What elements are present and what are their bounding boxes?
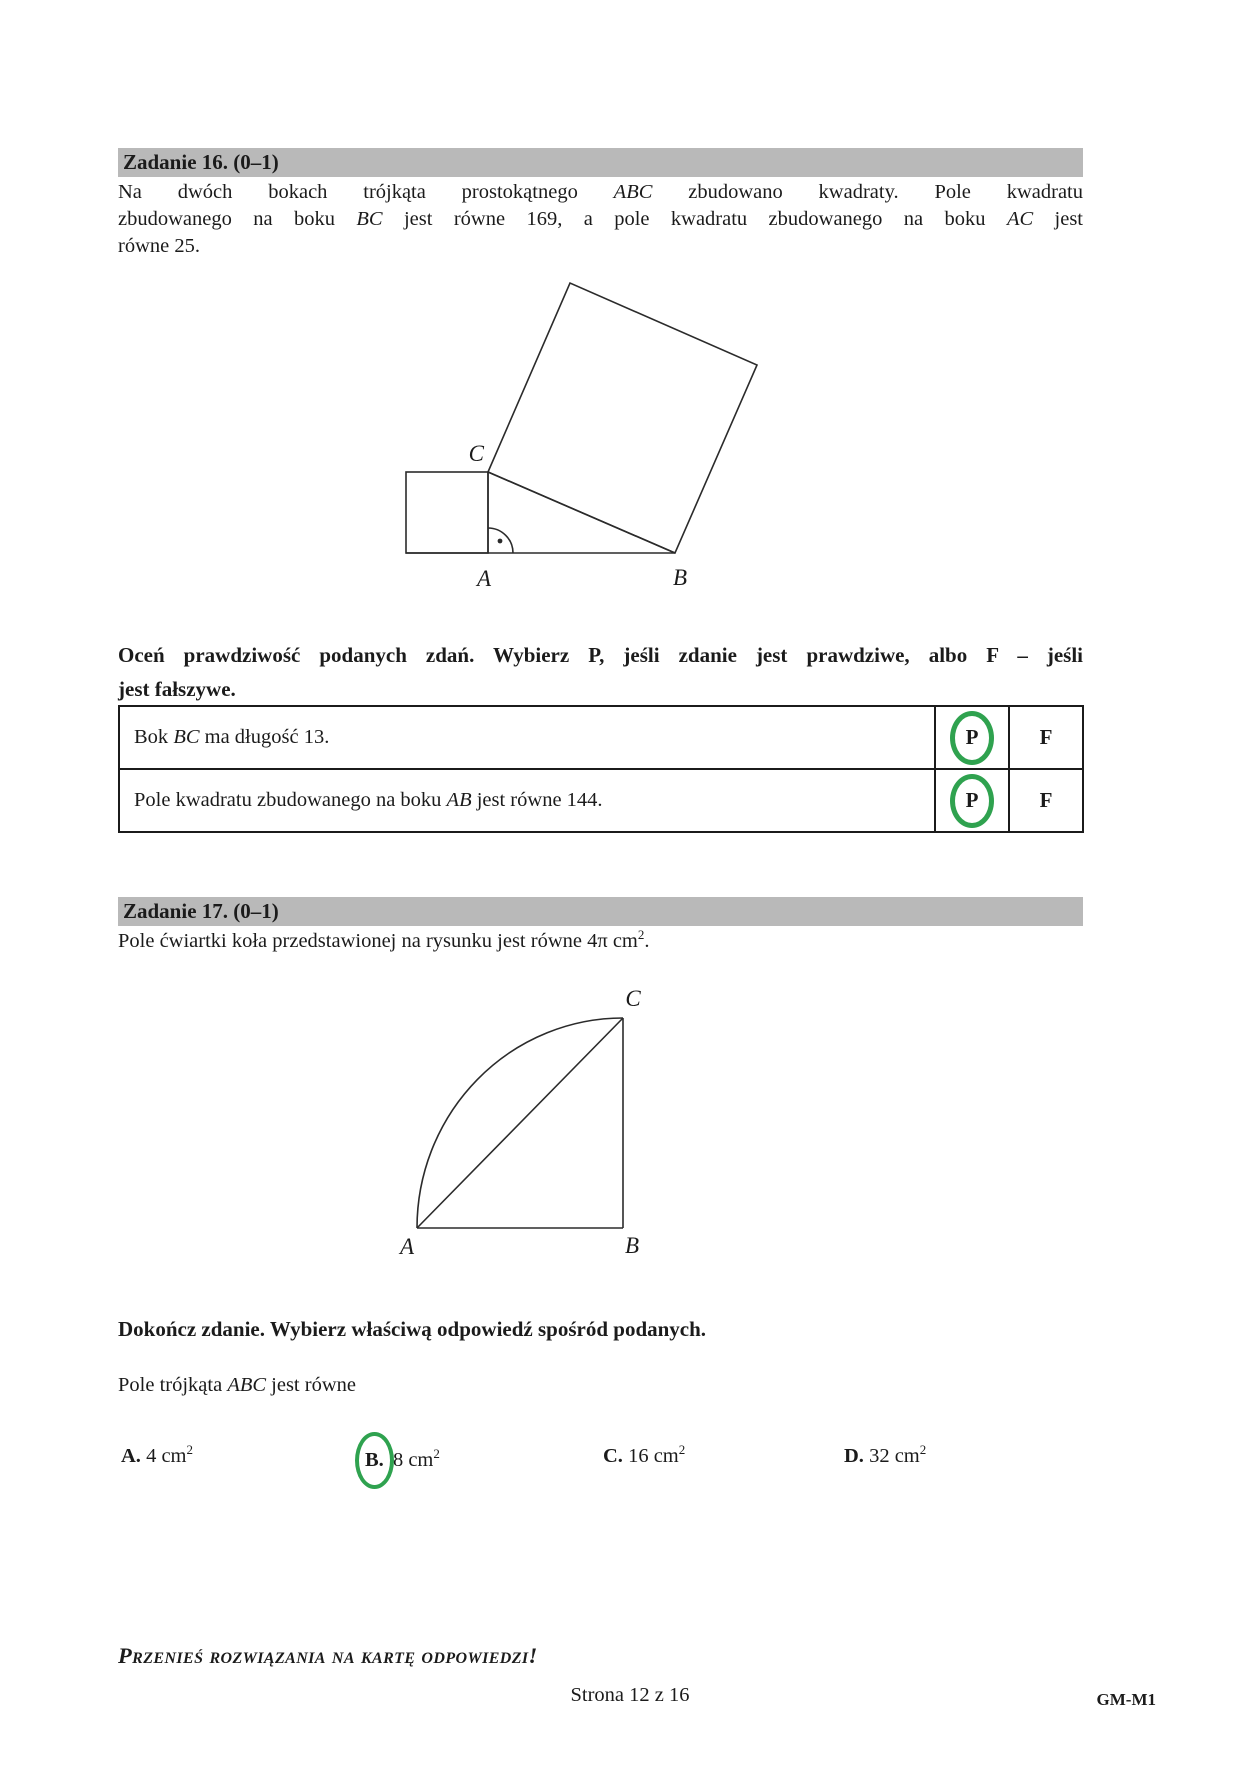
vertex-label-a: A [476, 566, 492, 591]
statement-cell [119, 769, 935, 832]
text-run: . [644, 930, 650, 952]
text-run: zbudowano kwadraty. Pole kwadratu [652, 181, 1084, 203]
table-row [119, 706, 1083, 769]
task16-instruction-line1 [118, 638, 1083, 672]
text-run: Dokończ zdanie. Wybierz właściwą odpowiedź spośród podanych. [118, 1317, 707, 1341]
diagonal-ac [417, 1018, 623, 1228]
table-row [119, 769, 1083, 832]
task16-intro-line1 [118, 179, 1083, 206]
choice-f-cell [1009, 706, 1083, 769]
text-run: zbudowanego na boku [118, 208, 357, 230]
square-on-bc [488, 283, 757, 553]
option-value: 32 cm [863, 1445, 920, 1467]
vertex-label-c: C [625, 986, 641, 1011]
math-var: BC [356, 208, 383, 230]
option-d [844, 1442, 927, 1468]
text-run: jest [1033, 208, 1083, 230]
option-value: 8 cm [387, 1449, 434, 1471]
option-value: 16 cm [622, 1445, 679, 1467]
text-run: Pole trójkąta [118, 1374, 228, 1396]
task16-figure-pythagoras [330, 250, 790, 595]
square-on-ac [406, 472, 488, 553]
superscript: 2 [186, 1442, 193, 1458]
task17-stem [118, 1372, 1083, 1399]
task17-intro [118, 928, 1083, 955]
answer-options [0, 1442, 1260, 1505]
superscript: 2 [678, 1442, 686, 1458]
task16-instruction [118, 638, 1083, 706]
task17-instruction [118, 1312, 1083, 1346]
booklet-code: GM-M1 [1096, 1690, 1156, 1709]
true-false-table [118, 705, 1084, 833]
text-run: jest równe [266, 1374, 356, 1396]
task16-intro [118, 179, 1083, 260]
choice-p-cell [935, 769, 1009, 832]
text-run: jest równe 144. [471, 789, 603, 811]
text-run: Bok [134, 726, 174, 748]
choice-f-mark: F [1039, 725, 1053, 749]
statement-cell [119, 706, 935, 769]
option-b [361, 1445, 440, 1476]
math-var: AB [446, 789, 472, 811]
vertex-label-a: A [399, 1234, 415, 1259]
choice-p-mark: P [950, 711, 994, 765]
task17-figure-quarter-circle [350, 985, 680, 1275]
task16-title: Zadanie 16. (0–1) [123, 150, 279, 174]
math-var: AC [1006, 208, 1034, 230]
vertex-label-b: B [624, 1233, 640, 1258]
math-var: ABC [613, 181, 653, 203]
task17-title: Zadanie 17. (0–1) [123, 899, 279, 923]
text-run: jest równe 169, a pole kwadratu zbudowanego na boku [382, 208, 1007, 230]
page-number: Strona 12 z 16 [570, 1684, 690, 1706]
task17-header-bar [118, 897, 1083, 926]
right-angle-dot [498, 539, 503, 544]
superscript: 2 [433, 1446, 440, 1462]
math-var: BC [173, 726, 200, 748]
text-run: Pole ćwiartki koła przedstawionej na rysunku jest równe 4π cm [118, 930, 638, 952]
option-a [121, 1442, 193, 1468]
option-letter: B. [355, 1432, 394, 1489]
vertex-label-c: C [468, 441, 484, 466]
choice-f-mark: F [1039, 788, 1053, 812]
task16-intro-line2 [118, 206, 1083, 233]
option-value: 4 cm [140, 1445, 187, 1467]
superscript: 2 [637, 927, 645, 943]
option-letter: A. [121, 1445, 141, 1467]
task16-instruction-line2 [118, 672, 1083, 706]
choice-f-cell [1009, 769, 1083, 832]
option-letter: C. [603, 1445, 623, 1467]
option-c [603, 1442, 686, 1468]
option-letter: D. [844, 1445, 864, 1467]
side-bc [488, 472, 675, 553]
text-run: ma długość 13. [199, 726, 330, 748]
task16-header-bar [118, 148, 1083, 177]
transfer-note: Przenieś rozwiązania na kartę odpowiedzi! [118, 1643, 538, 1668]
choice-p-mark: P [950, 774, 994, 828]
text-run: Na dwóch bokach trójkąta prostokątnego [118, 181, 614, 203]
text-run: Oceń prawdziwość podanych zdań. Wybierz P, jeśli zdanie jest prawdziwe, albo F – jeśli [118, 643, 1083, 667]
text-run: równe 25. [118, 235, 200, 257]
text-run: Pole kwadratu zbudowanego na boku [134, 789, 447, 811]
text-run: jest fałszywe. [118, 677, 236, 701]
superscript: 2 [919, 1442, 927, 1458]
vertex-label-b: B [672, 565, 688, 590]
math-var: ABC [227, 1374, 267, 1396]
choice-p-cell [935, 706, 1009, 769]
